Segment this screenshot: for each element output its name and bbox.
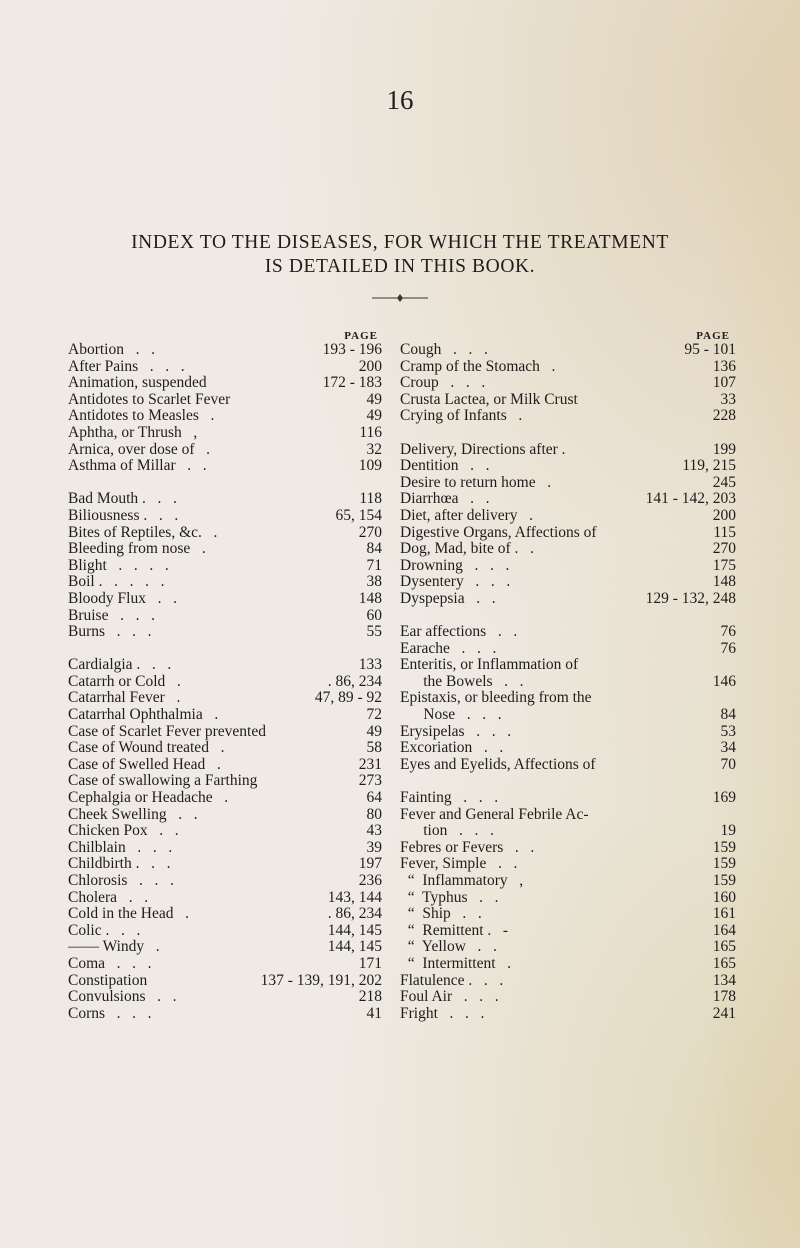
- index-entry: [400, 392, 736, 409]
- index-entry: [400, 657, 736, 674]
- index-entry-page: 200: [712, 506, 736, 524]
- index-entry: [400, 807, 736, 824]
- index-entry: [400, 458, 736, 475]
- index-entry-name: Digestive Organs, Affections of: [400, 523, 597, 541]
- index-entry-page: 38: [366, 573, 382, 591]
- index-entry-page: 49: [366, 390, 382, 408]
- index-entry-page: 119, 215: [682, 457, 736, 475]
- index-entry-name: Constipation: [68, 971, 148, 989]
- index-entry: [68, 491, 384, 508]
- index-entry-name: Case of swallowing a Farthing: [68, 772, 258, 790]
- index-entry: [68, 408, 384, 425]
- index-entry-page: 270: [358, 523, 382, 541]
- index-entry: [68, 773, 384, 790]
- index-entry-page: 141 - 142, 203: [645, 490, 736, 508]
- index-entry-name: Earache . . .: [400, 639, 497, 657]
- index-entry: [68, 939, 384, 956]
- index-entry-name: Cramp of the Stomach .: [400, 357, 556, 375]
- index-entry-name: Diet, after delivery .: [400, 506, 533, 524]
- index-entry-name: Abortion . .: [68, 341, 155, 358]
- index-entry-page: 58: [366, 739, 382, 757]
- index-entry-page: . 86, 234: [327, 905, 382, 923]
- index-entry-page: 134: [712, 971, 736, 989]
- index-entry: [68, 508, 384, 525]
- index-entry-name: Febres or Fevers . .: [400, 838, 535, 856]
- index-entry-page: 32: [366, 440, 382, 458]
- index-entry-page: 84: [366, 540, 382, 558]
- index-entry: [68, 541, 384, 558]
- index-entry-name: Colic . . .: [68, 921, 141, 939]
- index-entry-page: 165: [712, 938, 736, 956]
- index-entry-page: 39: [366, 838, 382, 856]
- index-entry-page: 228: [712, 407, 736, 425]
- index-entry: [400, 906, 736, 923]
- index-entry: [68, 973, 384, 990]
- index-entry-page: 84: [720, 706, 736, 724]
- index-entry-page: 199: [712, 440, 736, 458]
- index-entry-page: 116: [359, 423, 382, 441]
- index-entry-page: 159: [712, 872, 736, 889]
- index-entry-name: Croup . . .: [400, 374, 486, 392]
- index-entry-name: Dysentery . . .: [400, 573, 511, 591]
- index-entry-page: 144, 145: [327, 921, 382, 939]
- index-entry-name: Cheek Swelling . .: [68, 805, 198, 823]
- index-entry-page: 241: [712, 1004, 736, 1022]
- index-entry-name: Nose . . .: [400, 706, 502, 724]
- index-entry-name: Crying of Infants .: [400, 407, 523, 425]
- index-entry-page: 115: [713, 523, 736, 541]
- index-entry-page: 197: [358, 855, 382, 873]
- index-entry: [68, 757, 384, 774]
- index-entry-page: 65, 154: [335, 506, 382, 524]
- index-entry-name: Dentition . .: [400, 457, 490, 475]
- index-entry: [68, 591, 384, 608]
- index-column-right: [400, 330, 736, 1022]
- index-entry-name: Case of Swelled Head .: [68, 755, 221, 773]
- index-entry-name: Biliousness . . .: [68, 506, 179, 524]
- index-entry: [68, 359, 384, 376]
- index-entry-name: “ Yellow . .: [400, 938, 497, 956]
- index-entry-page: 160: [712, 888, 736, 906]
- index-entry-page: 159: [712, 855, 736, 873]
- index-entry: [68, 873, 384, 890]
- index-entry-name: Bleeding from nose .: [68, 540, 206, 558]
- index-entry-name: Catarrhal Ophthalmia .: [68, 706, 219, 724]
- index-entry-name: “ Typhus . .: [400, 888, 499, 906]
- index-entry: [400, 525, 736, 542]
- index-entry-name: Blight . . . .: [68, 556, 169, 574]
- index-entry-page: 164: [712, 921, 736, 939]
- index-entry: [400, 541, 736, 558]
- index-title-line-1: INDEX TO THE DISEASES, FOR WHICH THE TREATMENT: [131, 232, 669, 253]
- index-entry: [68, 657, 384, 674]
- index-entry-page: 218: [358, 988, 382, 1006]
- index-entry: [68, 690, 384, 707]
- index-entry-name: Animation, suspended: [68, 374, 207, 392]
- index-entry-page: 193 - 196: [322, 341, 382, 358]
- index-entry: [400, 707, 736, 724]
- index-entry-name: Delivery, Directions after .: [400, 440, 566, 458]
- index-entry-name: Chicken Pox . .: [68, 822, 179, 840]
- index-entry-name: Fever, Simple . .: [400, 855, 518, 873]
- index-entry-page: 270: [712, 540, 736, 558]
- index-entry-name: Bloody Flux . .: [68, 589, 177, 607]
- page-number: 16: [386, 85, 414, 115]
- index-entry-name: Bruise . . .: [68, 606, 155, 624]
- index-entry: [400, 790, 736, 807]
- index-entry: [400, 491, 736, 508]
- index-entry-page: 178: [712, 988, 736, 1006]
- index-entry-page: 118: [359, 490, 382, 508]
- index-entry-page: 47, 89 - 92: [314, 689, 382, 707]
- index-entry-name: Catarrhal Fever .: [68, 689, 181, 707]
- index-entry: [68, 790, 384, 807]
- index-entry-name: Erysipelas . . .: [400, 722, 512, 740]
- index-entry: [400, 757, 736, 774]
- index-entry-page: 43: [366, 822, 382, 840]
- index-entry: [68, 525, 384, 542]
- index-entry: [68, 624, 384, 641]
- index-entry-name: Flatulence . . .: [400, 971, 504, 989]
- index-entry: [400, 690, 736, 707]
- index-entry-name: Aphtha, or Thrush ,: [68, 423, 198, 441]
- index-entry-page: 161: [712, 905, 736, 923]
- index-entry-name: Cardialgia . . .: [68, 656, 172, 674]
- index-entry-name: Fainting . . .: [400, 789, 499, 807]
- index-entry-page: 136: [712, 357, 736, 375]
- index-entry-name: —— Windy .: [68, 938, 160, 956]
- index-entry-page: 72: [366, 706, 382, 724]
- index-entry: [68, 458, 384, 475]
- index-entry: [400, 475, 736, 492]
- index-entry: [400, 591, 736, 608]
- index-entry-name: Convulsions . .: [68, 988, 177, 1006]
- index-entry: [68, 890, 384, 907]
- index-entry: [400, 508, 736, 525]
- index-entry-page: 41: [366, 1004, 382, 1022]
- index-entry: [400, 408, 736, 425]
- page-column-header: PAGE: [344, 330, 378, 342]
- index-entry: [400, 724, 736, 741]
- index-entry-name: the Bowels . .: [400, 672, 524, 690]
- index-entry-page: 146: [712, 672, 736, 690]
- index-entry-name: Case of Scarlet Fever prevented: [68, 722, 266, 740]
- index-entry-name: Chlorosis . . .: [68, 872, 174, 889]
- index-entry: [400, 574, 736, 591]
- index-entry-name: “ Ship . .: [400, 905, 482, 923]
- index-entry-page: 148: [712, 573, 736, 591]
- index-entry-name: Antidotes to Measles .: [68, 407, 215, 425]
- index-entry-name: Cephalgia or Headache .: [68, 789, 229, 807]
- index-entry-page: 53: [720, 722, 736, 740]
- index-entry: [68, 375, 384, 392]
- index-entry-name: Corns . . .: [68, 1004, 152, 1022]
- index-entry-name: Cold in the Head .: [68, 905, 189, 923]
- page-column-header: PAGE: [696, 330, 730, 342]
- index-entry: [400, 624, 736, 641]
- index-entry: [400, 674, 736, 691]
- index-entry: [68, 342, 384, 359]
- index-entry-page: 129 - 132, 248: [645, 589, 736, 607]
- index-entry-name: Dyspepsia . .: [400, 589, 496, 607]
- index-entry-page: 71: [366, 556, 382, 574]
- index-entry: [68, 989, 384, 1006]
- index-entry-page: 144, 145: [327, 938, 382, 956]
- index-entry-page: 80: [366, 805, 382, 823]
- index-entry-page: 60: [366, 606, 382, 624]
- index-entry-page: 33: [720, 390, 736, 408]
- index-entries-right: [400, 342, 736, 1022]
- index-entry-page: 231: [358, 755, 382, 773]
- index-entry: [400, 740, 736, 757]
- index-entry-name: Eyes and Eyelids, Affections of: [400, 755, 596, 773]
- index-entry-page: 55: [366, 623, 382, 641]
- index-entry-page: 34: [720, 739, 736, 757]
- index-entry: [400, 342, 736, 359]
- index-entry-page: 109: [358, 457, 382, 475]
- index-entry-page: 175: [712, 556, 736, 574]
- index-entry-page: 159: [712, 838, 736, 856]
- index-entry-name: Antidotes to Scarlet Fever: [68, 390, 231, 408]
- index-entry-page: 70: [720, 755, 736, 773]
- index-entry: [68, 906, 384, 923]
- index-entry-name: Case of Wound treated .: [68, 739, 225, 757]
- index-entry: [400, 823, 736, 840]
- index-entry-page: 49: [366, 407, 382, 425]
- index-entry-name: Bad Mouth . . .: [68, 490, 177, 508]
- index-entry-name: Dog, Mad, bite of . .: [400, 540, 534, 558]
- index-entry-page: 76: [720, 639, 736, 657]
- index-entry: [68, 856, 384, 873]
- index-entry-name: After Pains . . .: [68, 357, 185, 375]
- index-entries-left: [68, 342, 384, 1022]
- index-entry-name: Crusta Lactea, or Milk Crust: [400, 390, 578, 408]
- index-entry-name: Catarrh or Cold .: [68, 672, 181, 690]
- index-entry: [68, 674, 384, 691]
- index-entry: [400, 973, 736, 990]
- index-entry-name: Chilblain . . .: [68, 838, 173, 856]
- index-entry-name: Epistaxis, or bleeding from the: [400, 689, 592, 707]
- index-entry-name: Fever and General Febrile Ac-: [400, 805, 589, 823]
- index-entry-page: 19: [720, 822, 736, 840]
- index-entry: [400, 641, 736, 658]
- index-entry: [400, 359, 736, 376]
- index-entry-page: 107: [712, 374, 736, 392]
- index-entry-name: “ Inflammatory ,: [400, 872, 524, 889]
- index-entry-page: 143, 144: [327, 888, 382, 906]
- index-entry: [68, 840, 384, 857]
- index-entry-name: “ Remittent . -: [400, 921, 509, 939]
- index-entry: [68, 956, 384, 973]
- index-entry-name: Foul Air . . .: [400, 988, 499, 1006]
- index-entry-name: Burns . . .: [68, 623, 152, 641]
- index-entry-name: Coma . . .: [68, 954, 152, 972]
- index-entry: [400, 939, 736, 956]
- index-entry-page: . 86, 234: [327, 672, 382, 690]
- index-entry-page: 64: [366, 789, 382, 807]
- index-entry-page: 200: [358, 357, 382, 375]
- index-entry: [400, 873, 736, 890]
- index-entry: [400, 840, 736, 857]
- index-entry-name: Desire to return home .: [400, 473, 552, 491]
- index-entry: [68, 442, 384, 459]
- index-entry: [68, 608, 384, 625]
- index-entry-page: 172 - 183: [322, 374, 382, 392]
- index-entry-name: Boil . . . . .: [68, 573, 165, 591]
- index-entry: [68, 740, 384, 757]
- index-entry: [68, 574, 384, 591]
- index-column-left: [68, 330, 384, 1022]
- index-title-line-2: IS DETAILED IN THIS BOOK.: [264, 256, 536, 277]
- index-entry: [400, 1006, 736, 1023]
- index-entry-name: Drowning . . .: [400, 556, 510, 574]
- index-entry-name: tion . . .: [400, 822, 494, 840]
- index-entry-page: 169: [712, 789, 736, 807]
- index-entry-page: 148: [358, 589, 382, 607]
- index-entry: [68, 392, 384, 409]
- index-entry: [400, 442, 736, 459]
- index-entry-page: 236: [358, 872, 382, 889]
- index-entry-name: Cough . . .: [400, 341, 488, 358]
- index-entry-page: 273: [358, 772, 382, 790]
- index-entry: [68, 823, 384, 840]
- index-entry: [400, 956, 736, 973]
- index-entry-page: 165: [712, 954, 736, 972]
- index-entry: [400, 923, 736, 940]
- index-entry-name: Fright . . .: [400, 1004, 485, 1022]
- index-entry: [68, 425, 384, 442]
- index-entry: [400, 856, 736, 873]
- index-entry-page: 76: [720, 623, 736, 641]
- index-entry-name: Diarrhœa . .: [400, 490, 490, 508]
- index-entry: [68, 558, 384, 575]
- index-entry-name: Asthma of Millar . .: [68, 457, 207, 475]
- index-entry-page: 133: [358, 656, 382, 674]
- index-entry: [68, 724, 384, 741]
- index-entry-page: 245: [712, 473, 736, 491]
- index-entry-name: Cholera . .: [68, 888, 149, 906]
- index-entry: [400, 989, 736, 1006]
- index-entry-name: Ear affections . .: [400, 623, 518, 641]
- index-entry-page: 137 - 139, 191, 202: [260, 971, 382, 989]
- index-entry-name: Bites of Reptiles, &c. .: [68, 523, 218, 541]
- index-entry: [68, 1006, 384, 1023]
- index-entry-page: 49: [366, 722, 382, 740]
- index-entry: [68, 923, 384, 940]
- index-entry-page: 95 - 101: [684, 341, 736, 358]
- index-entry-name: Arnica, over dose of .: [68, 440, 211, 458]
- index-entry-name: “ Intermittent .: [400, 954, 512, 972]
- index-entry: [400, 890, 736, 907]
- index-entry: [68, 707, 384, 724]
- index-entry: [400, 375, 736, 392]
- divider-ornament-icon: [372, 292, 428, 304]
- index-entry-name: Childbirth . . .: [68, 855, 171, 873]
- index-entry: [400, 558, 736, 575]
- index-entry: [68, 807, 384, 824]
- index-entry-name: Enteritis, or Inflammation of: [400, 656, 579, 674]
- index-entry-name: Excoriation . .: [400, 739, 504, 757]
- index-entry-page: 171: [358, 954, 382, 972]
